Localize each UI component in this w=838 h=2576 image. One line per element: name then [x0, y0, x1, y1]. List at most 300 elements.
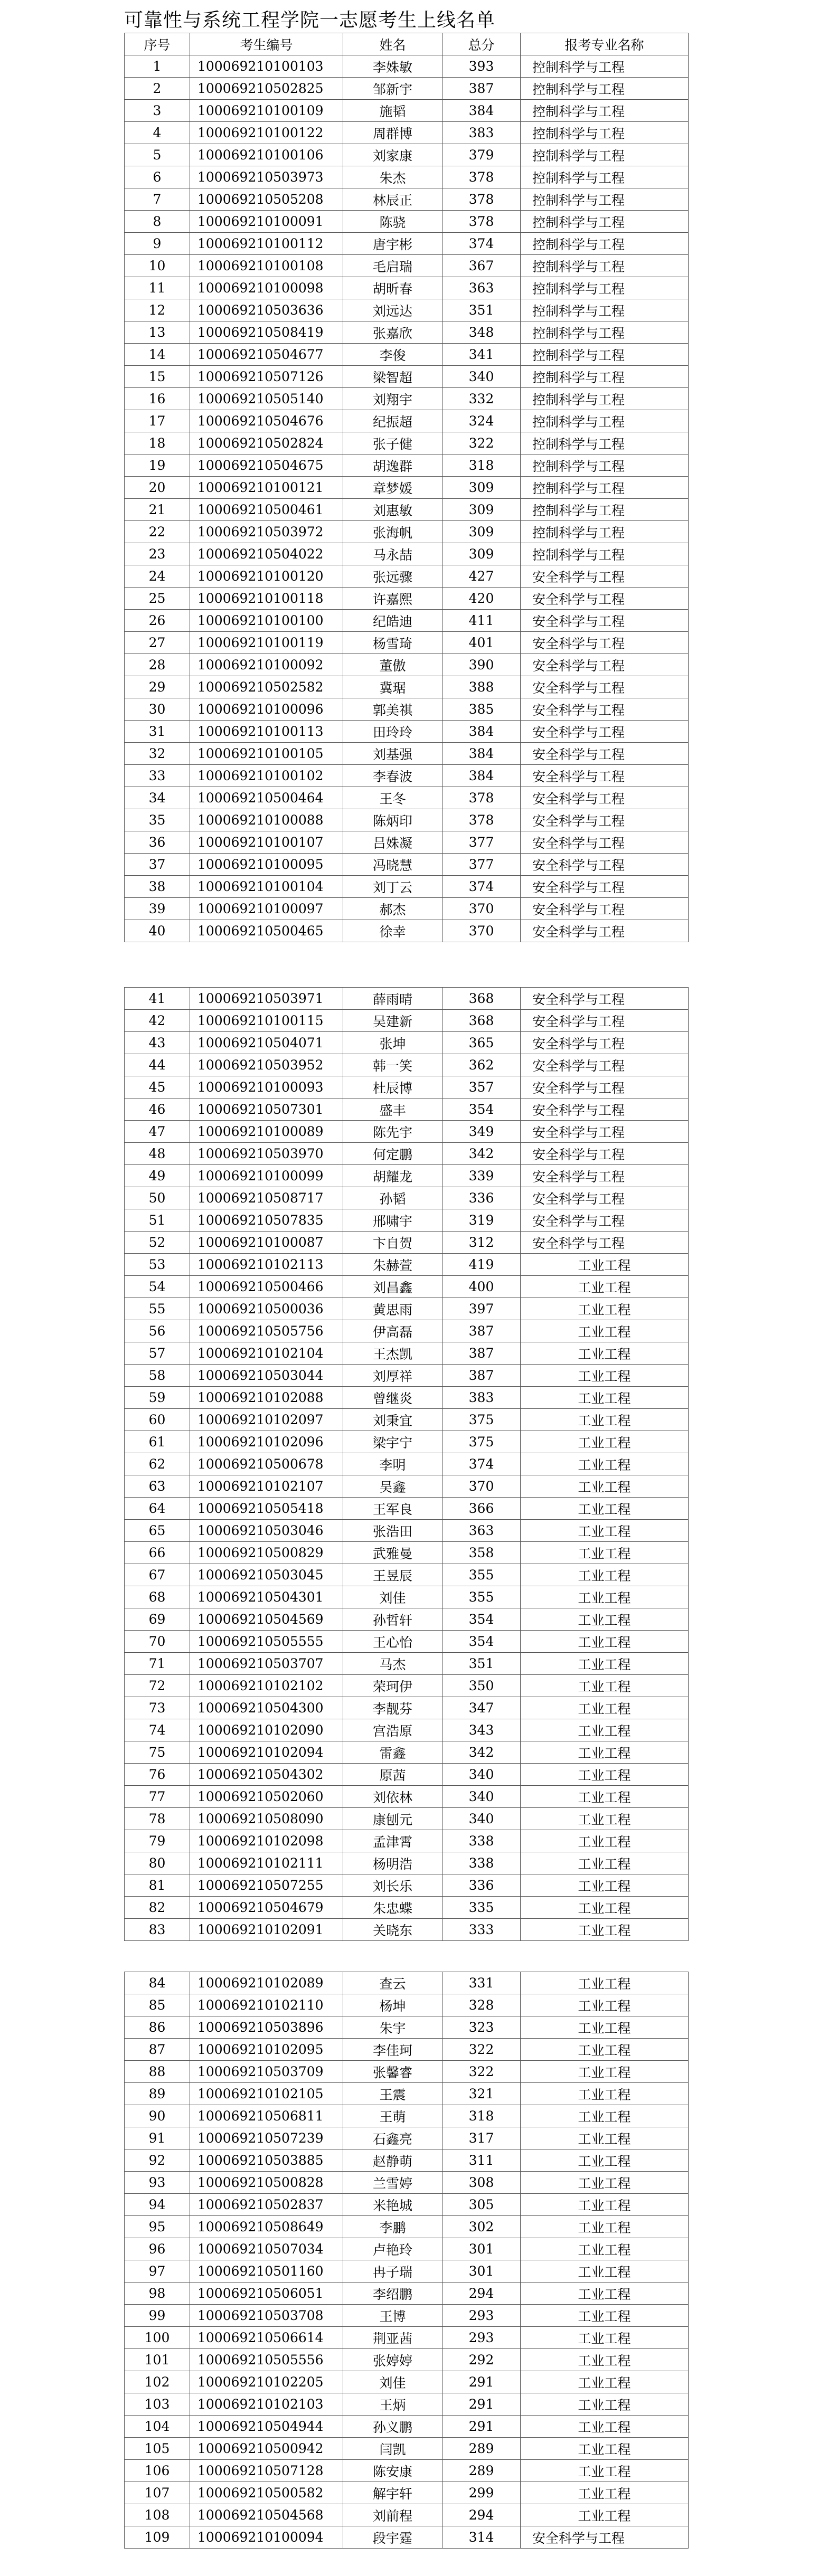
- table-row: [125, 166, 689, 188]
- row-total-score: 375: [442, 1409, 521, 1431]
- row-candidate-id: 100069210501160: [190, 2260, 343, 2283]
- row-total-score: 367: [442, 255, 521, 277]
- row-name: 王杰凯: [343, 1342, 442, 1365]
- table-row: [125, 831, 689, 854]
- row-name: 张浩田: [343, 1520, 442, 1542]
- row-major: 工业工程: [521, 2039, 689, 2061]
- row-name: 卢艳玲: [343, 2238, 442, 2260]
- row-total-score: 301: [442, 2238, 521, 2260]
- row-candidate-id: 100069210500461: [190, 499, 343, 521]
- row-major: 工业工程: [521, 2172, 689, 2194]
- row-candidate-id: 100069210102104: [190, 1342, 343, 1365]
- table-row: [125, 2482, 689, 2504]
- row-name: 纪皓迪: [343, 610, 442, 632]
- row-total-score: 370: [442, 898, 521, 920]
- table-row: [125, 1254, 689, 1276]
- row-total-score: 370: [442, 920, 521, 942]
- row-total-score: 375: [442, 1431, 521, 1453]
- row-total-score: 354: [442, 1631, 521, 1653]
- row-index: 15: [125, 366, 190, 388]
- row-major: 工业工程: [521, 1365, 689, 1387]
- row-major: 工业工程: [521, 1498, 689, 1520]
- row-index: 107: [125, 2482, 190, 2504]
- table-row: [125, 344, 689, 366]
- table-row: [125, 2349, 689, 2371]
- row-candidate-id: 100069210100091: [190, 211, 343, 233]
- table-row: [125, 2327, 689, 2349]
- row-major: 安全科学与工程: [521, 831, 689, 854]
- row-candidate-id: 100069210504071: [190, 1032, 343, 1054]
- row-index: 67: [125, 1564, 190, 1586]
- row-name: 刘长乐: [343, 1874, 442, 1897]
- row-candidate-id: 100069210500465: [190, 920, 343, 942]
- row-candidate-id: 100069210500582: [190, 2482, 343, 2504]
- row-index: 90: [125, 2105, 190, 2127]
- table-row: [125, 1298, 689, 1320]
- row-candidate-id: 100069210100088: [190, 809, 343, 831]
- row-candidate-id: 100069210100098: [190, 277, 343, 299]
- row-name: 原茜: [343, 1764, 442, 1786]
- row-index: 92: [125, 2149, 190, 2172]
- table-row: [125, 1010, 689, 1032]
- row-index: 99: [125, 2305, 190, 2327]
- row-total-score: 383: [442, 122, 521, 144]
- row-total-score: 292: [442, 2349, 521, 2371]
- row-candidate-id: 100069210500464: [190, 787, 343, 809]
- row-major: 控制科学与工程: [521, 55, 689, 78]
- row-index: 33: [125, 765, 190, 787]
- row-name: 武雅曼: [343, 1542, 442, 1564]
- table-row: [125, 787, 689, 809]
- row-candidate-id: 100069210100108: [190, 255, 343, 277]
- table-row: [125, 2283, 689, 2305]
- row-major: 安全科学与工程: [521, 920, 689, 942]
- row-candidate-id: 100069210507128: [190, 2460, 343, 2482]
- row-total-score: 294: [442, 2283, 521, 2305]
- table-row: [125, 676, 689, 698]
- row-major: 控制科学与工程: [521, 233, 689, 255]
- table-row: [125, 188, 689, 211]
- row-candidate-id: 100069210102107: [190, 1475, 343, 1498]
- table-row: [125, 1431, 689, 1453]
- row-major: 工业工程: [521, 2393, 689, 2416]
- row-index: 57: [125, 1342, 190, 1365]
- row-candidate-id: 100069210505418: [190, 1498, 343, 1520]
- row-index: 6: [125, 166, 190, 188]
- table-row: [125, 2216, 689, 2238]
- row-name: 冀琚: [343, 676, 442, 698]
- row-index: 95: [125, 2216, 190, 2238]
- row-major: 安全科学与工程: [521, 610, 689, 632]
- row-major: 安全科学与工程: [521, 1010, 689, 1032]
- row-index: 72: [125, 1675, 190, 1697]
- row-major: 安全科学与工程: [521, 1076, 689, 1098]
- row-name: 李鹏: [343, 2216, 442, 2238]
- table-row: [125, 1320, 689, 1342]
- row-major: 工业工程: [521, 2194, 689, 2216]
- row-name: 朱赫萱: [343, 1254, 442, 1276]
- table-row: [125, 410, 689, 432]
- row-candidate-id: 100069210100094: [190, 2526, 343, 2549]
- row-candidate-id: 100069210100107: [190, 831, 343, 854]
- table-row: [125, 211, 689, 233]
- row-index: 94: [125, 2194, 190, 2216]
- table-row: [125, 366, 689, 388]
- row-total-score: 341: [442, 344, 521, 366]
- table-row: [125, 1786, 689, 1808]
- row-major: 工业工程: [521, 2149, 689, 2172]
- table-row: [125, 654, 689, 676]
- row-name: 张远骤: [343, 565, 442, 588]
- table-row: [125, 1808, 689, 1830]
- row-candidate-id: 100069210100099: [190, 1165, 343, 1187]
- row-total-score: 378: [442, 809, 521, 831]
- row-candidate-id: 100069210504677: [190, 344, 343, 366]
- row-name: 田玲玲: [343, 721, 442, 743]
- row-total-score: 368: [442, 988, 521, 1010]
- row-major: 控制科学与工程: [521, 299, 689, 321]
- row-major: 控制科学与工程: [521, 388, 689, 410]
- row-index: 70: [125, 1631, 190, 1653]
- row-major: 控制科学与工程: [521, 321, 689, 344]
- row-index: 24: [125, 565, 190, 588]
- row-total-score: 336: [442, 1874, 521, 1897]
- row-total-score: 370: [442, 1475, 521, 1498]
- row-index: 48: [125, 1143, 190, 1165]
- row-name: 梁宇宁: [343, 1431, 442, 1453]
- table-row: [125, 1697, 689, 1719]
- row-index: 2: [125, 78, 190, 100]
- row-name: 孟津霄: [343, 1830, 442, 1852]
- table-row: [125, 1919, 689, 1941]
- row-index: 71: [125, 1653, 190, 1675]
- row-total-score: 349: [442, 1121, 521, 1143]
- row-candidate-id: 100069210102102: [190, 1675, 343, 1697]
- table-row: [125, 2061, 689, 2083]
- row-name: 陈先宇: [343, 1121, 442, 1143]
- row-name: 周群博: [343, 122, 442, 144]
- row-total-score: 383: [442, 1387, 521, 1409]
- row-total-score: 309: [442, 521, 521, 543]
- row-major: 控制科学与工程: [521, 499, 689, 521]
- row-total-score: 335: [442, 1897, 521, 1919]
- row-candidate-id: 100069210100104: [190, 876, 343, 898]
- row-name: 陈骁: [343, 211, 442, 233]
- row-major: 工业工程: [521, 1320, 689, 1342]
- row-total-score: 354: [442, 1098, 521, 1121]
- header-index: 序号: [125, 33, 190, 55]
- row-index: 13: [125, 321, 190, 344]
- row-candidate-id: 100069210504676: [190, 410, 343, 432]
- row-candidate-id: 100069210100119: [190, 632, 343, 654]
- row-total-score: 293: [442, 2305, 521, 2327]
- row-total-score: 401: [442, 632, 521, 654]
- row-name: 王冬: [343, 787, 442, 809]
- table-row: [125, 565, 689, 588]
- row-candidate-id: 100069210100096: [190, 698, 343, 721]
- row-index: 55: [125, 1298, 190, 1320]
- row-total-score: 411: [442, 610, 521, 632]
- row-total-score: 378: [442, 211, 521, 233]
- row-candidate-id: 100069210100087: [190, 1232, 343, 1254]
- row-candidate-id: 100069210503972: [190, 521, 343, 543]
- row-candidate-id: 100069210502060: [190, 1786, 343, 1808]
- row-total-score: 332: [442, 388, 521, 410]
- row-candidate-id: 100069210503952: [190, 1054, 343, 1076]
- row-major: 控制科学与工程: [521, 78, 689, 100]
- row-major: 安全科学与工程: [521, 565, 689, 588]
- row-major: 安全科学与工程: [521, 2526, 689, 2549]
- row-index: 100: [125, 2327, 190, 2349]
- row-name: 梁智超: [343, 366, 442, 388]
- row-name: 吴鑫: [343, 1475, 442, 1498]
- row-index: 73: [125, 1697, 190, 1719]
- row-index: 9: [125, 233, 190, 255]
- row-index: 35: [125, 809, 190, 831]
- row-major: 工业工程: [521, 2061, 689, 2083]
- row-index: 89: [125, 2083, 190, 2105]
- row-major: 安全科学与工程: [521, 787, 689, 809]
- row-major: 工业工程: [521, 1631, 689, 1653]
- table-row: [125, 1994, 689, 2016]
- row-total-score: 348: [442, 321, 521, 344]
- row-candidate-id: 100069210504679: [190, 1897, 343, 1919]
- row-candidate-id: 100069210102089: [190, 1972, 343, 1994]
- row-index: 79: [125, 1830, 190, 1852]
- row-total-score: 312: [442, 1232, 521, 1254]
- row-total-score: 387: [442, 1365, 521, 1387]
- row-total-score: 347: [442, 1697, 521, 1719]
- table-row: [125, 1121, 689, 1143]
- table-row: [125, 2305, 689, 2327]
- row-candidate-id: 100069210100120: [190, 565, 343, 588]
- row-name: 徐幸: [343, 920, 442, 942]
- table-row: [125, 698, 689, 721]
- row-name: 解宇轩: [343, 2482, 442, 2504]
- row-major: 工业工程: [521, 1764, 689, 1786]
- row-index: 52: [125, 1232, 190, 1254]
- table-row: [125, 2460, 689, 2482]
- row-candidate-id: 100069210504301: [190, 1586, 343, 1608]
- row-name: 吴建新: [343, 1010, 442, 1032]
- row-major: 安全科学与工程: [521, 988, 689, 1010]
- row-index: 61: [125, 1431, 190, 1453]
- row-name: 唐宇彬: [343, 233, 442, 255]
- row-candidate-id: 100069210102111: [190, 1852, 343, 1874]
- row-candidate-id: 100069210508717: [190, 1187, 343, 1209]
- row-name: 李姝敏: [343, 55, 442, 78]
- row-candidate-id: 100069210100100: [190, 610, 343, 632]
- table-row: [125, 2105, 689, 2127]
- row-total-score: 333: [442, 1919, 521, 1941]
- row-index: 28: [125, 654, 190, 676]
- table-row: [125, 1542, 689, 1564]
- row-major: 安全科学与工程: [521, 1098, 689, 1121]
- table-row: [125, 721, 689, 743]
- row-total-score: 393: [442, 55, 521, 78]
- row-major: 工业工程: [521, 1564, 689, 1586]
- table-row: [125, 233, 689, 255]
- row-major: 安全科学与工程: [521, 876, 689, 898]
- row-name: 宫浩原: [343, 1719, 442, 1741]
- row-index: 40: [125, 920, 190, 942]
- row-major: 工业工程: [521, 1298, 689, 1320]
- table-row: [125, 299, 689, 321]
- row-name: 王军良: [343, 1498, 442, 1520]
- row-name: 李春波: [343, 765, 442, 787]
- row-major: 工业工程: [521, 2105, 689, 2127]
- row-name: 纪振超: [343, 410, 442, 432]
- candidate-table-page-3: [124, 1972, 689, 2549]
- row-major: 安全科学与工程: [521, 743, 689, 765]
- row-index: 41: [125, 988, 190, 1010]
- row-name: 盛丰: [343, 1098, 442, 1121]
- row-name: 赵静萌: [343, 2149, 442, 2172]
- row-name: 孙义鹏: [343, 2416, 442, 2438]
- row-total-score: 400: [442, 1276, 521, 1298]
- row-index: 75: [125, 1741, 190, 1764]
- row-name: 马永喆: [343, 543, 442, 565]
- row-total-score: 309: [442, 477, 521, 499]
- table-row: [125, 1276, 689, 1298]
- table-row: [125, 1187, 689, 1209]
- row-candidate-id: 100069210100089: [190, 1121, 343, 1143]
- row-name: 关晓东: [343, 1919, 442, 1941]
- row-major: 工业工程: [521, 1542, 689, 1564]
- row-candidate-id: 100069210507034: [190, 2238, 343, 2260]
- row-name: 刘远达: [343, 299, 442, 321]
- row-index: 11: [125, 277, 190, 299]
- row-major: 控制科学与工程: [521, 344, 689, 366]
- row-name: 闫凯: [343, 2438, 442, 2460]
- row-candidate-id: 100069210503707: [190, 1653, 343, 1675]
- row-index: 39: [125, 898, 190, 920]
- row-major: 控制科学与工程: [521, 166, 689, 188]
- row-total-score: 317: [442, 2127, 521, 2149]
- row-candidate-id: 100069210102205: [190, 2371, 343, 2393]
- row-major: 工业工程: [521, 1608, 689, 1631]
- table-row: [125, 2127, 689, 2149]
- row-name: 查云: [343, 1972, 442, 1994]
- table-row: [125, 1342, 689, 1365]
- row-candidate-id: 100069210102094: [190, 1741, 343, 1764]
- row-major: 工业工程: [521, 2305, 689, 2327]
- table-row: [125, 988, 689, 1010]
- row-major: 工业工程: [521, 1786, 689, 1808]
- row-index: 69: [125, 1608, 190, 1631]
- row-candidate-id: 100069210100113: [190, 721, 343, 743]
- row-index: 16: [125, 388, 190, 410]
- row-major: 工业工程: [521, 2260, 689, 2283]
- row-total-score: 387: [442, 1320, 521, 1342]
- table-row: [125, 1675, 689, 1697]
- table-row: [125, 432, 689, 454]
- row-index: 7: [125, 188, 190, 211]
- row-total-score: 289: [442, 2460, 521, 2482]
- header-total-score: 总分: [442, 33, 521, 55]
- row-name: 刘佳: [343, 2371, 442, 2393]
- row-total-score: 299: [442, 2482, 521, 2504]
- row-index: 103: [125, 2393, 190, 2416]
- row-index: 37: [125, 854, 190, 876]
- table-row: [125, 1608, 689, 1631]
- row-total-score: 289: [442, 2438, 521, 2460]
- row-major: 工业工程: [521, 1741, 689, 1764]
- table-row: [125, 1852, 689, 1874]
- row-major: 工业工程: [521, 1520, 689, 1542]
- row-index: 36: [125, 831, 190, 854]
- row-major: 安全科学与工程: [521, 698, 689, 721]
- table-row: [125, 388, 689, 410]
- row-index: 51: [125, 1209, 190, 1232]
- row-name: 康刨元: [343, 1808, 442, 1830]
- row-name: 刘翔宇: [343, 388, 442, 410]
- row-candidate-id: 100069210508419: [190, 321, 343, 344]
- row-name: 张坤: [343, 1032, 442, 1054]
- row-name: 胡逸群: [343, 454, 442, 477]
- row-index: 68: [125, 1586, 190, 1608]
- header-name: 姓名: [343, 33, 442, 55]
- row-major: 控制科学与工程: [521, 432, 689, 454]
- row-major: 工业工程: [521, 1919, 689, 1941]
- row-index: 22: [125, 521, 190, 543]
- table-row: [125, 743, 689, 765]
- row-total-score: 343: [442, 1719, 521, 1741]
- table-row: [125, 2016, 689, 2039]
- table-row: [125, 277, 689, 299]
- row-major: 安全科学与工程: [521, 1165, 689, 1187]
- row-name: 何定鹏: [343, 1143, 442, 1165]
- row-name: 王心怡: [343, 1631, 442, 1653]
- row-total-score: 350: [442, 1675, 521, 1697]
- row-candidate-id: 100069210506051: [190, 2283, 343, 2305]
- row-name: 李明: [343, 1453, 442, 1475]
- row-name: 张馨睿: [343, 2061, 442, 2083]
- row-name: 冯晓慧: [343, 854, 442, 876]
- row-total-score: 328: [442, 1994, 521, 2016]
- row-index: 88: [125, 2061, 190, 2083]
- row-major: 安全科学与工程: [521, 632, 689, 654]
- table-row: [125, 1475, 689, 1498]
- row-candidate-id: 100069210100115: [190, 1010, 343, 1032]
- row-major: 工业工程: [521, 2238, 689, 2260]
- row-major: 工业工程: [521, 1972, 689, 1994]
- row-index: 49: [125, 1165, 190, 1187]
- row-index: 43: [125, 1032, 190, 1054]
- row-major: 控制科学与工程: [521, 122, 689, 144]
- row-candidate-id: 100069210100102: [190, 765, 343, 787]
- row-name: 朱忠蝶: [343, 1897, 442, 1919]
- row-total-score: 293: [442, 2327, 521, 2349]
- row-candidate-id: 100069210102097: [190, 1409, 343, 1431]
- row-major: 安全科学与工程: [521, 1054, 689, 1076]
- row-name: 曾继炎: [343, 1387, 442, 1409]
- row-major: 工业工程: [521, 1897, 689, 1919]
- table-row: [125, 1830, 689, 1852]
- row-candidate-id: 100069210507301: [190, 1098, 343, 1121]
- table-row: [125, 1098, 689, 1121]
- row-major: 控制科学与工程: [521, 366, 689, 388]
- row-index: 25: [125, 588, 190, 610]
- row-index: 63: [125, 1475, 190, 1498]
- row-total-score: 340: [442, 1786, 521, 1808]
- row-index: 64: [125, 1498, 190, 1520]
- row-index: 85: [125, 1994, 190, 2016]
- table-row: [125, 1874, 689, 1897]
- table-row: [125, 543, 689, 565]
- row-total-score: 322: [442, 432, 521, 454]
- row-major: 工业工程: [521, 2438, 689, 2460]
